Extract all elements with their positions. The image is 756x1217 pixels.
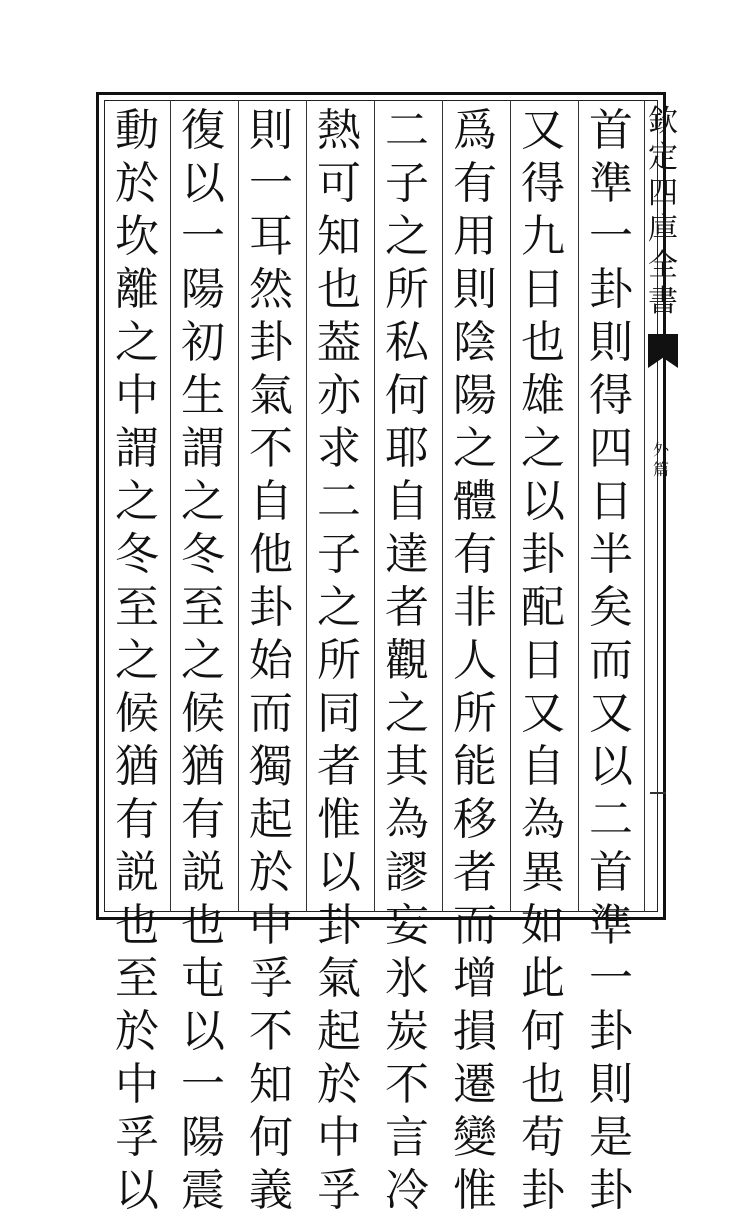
column-rule: [442, 100, 443, 912]
text-char: 不: [249, 423, 293, 474]
section-char: 篇: [652, 460, 669, 479]
text-char: 孚: [249, 953, 293, 1004]
text-char: 損: [453, 1006, 497, 1057]
text-char: 得: [521, 158, 565, 209]
text-char: 一: [249, 158, 293, 209]
text-char: 此: [521, 953, 565, 1004]
text-char: 中: [115, 370, 159, 421]
text-char: 説: [181, 847, 225, 898]
book-title-char: 庫: [648, 212, 678, 247]
text-char: 陽: [181, 1112, 225, 1163]
text-char: 於: [115, 158, 159, 209]
text-char: 而: [453, 900, 497, 951]
text-char: 以: [521, 476, 565, 527]
text-char: 也: [115, 900, 159, 951]
text-char: 卦: [589, 264, 633, 315]
text-char: 準: [589, 158, 633, 209]
text-char: 增: [453, 953, 497, 1004]
text-char: 知: [317, 211, 361, 262]
text-char: 他: [249, 529, 293, 580]
text-char: 離: [115, 264, 159, 315]
text-char: 半: [589, 529, 633, 580]
text-char: 卦: [249, 317, 293, 368]
text-char: 惟: [317, 794, 361, 845]
text-char: 有: [115, 794, 159, 845]
text-column-8: [106, 104, 168, 1216]
text-char: 孚: [115, 1112, 159, 1163]
text-char: 遷: [453, 1059, 497, 1110]
column-rule: [306, 100, 307, 912]
text-char: 者: [385, 582, 429, 633]
text-char: 以: [115, 1165, 159, 1216]
text-char: 起: [249, 794, 293, 845]
text-char: 卦: [521, 529, 565, 580]
text-char: 如: [521, 900, 565, 951]
text-char: 卦: [521, 1165, 565, 1216]
text-char: 變: [453, 1112, 497, 1163]
text-char: 而: [589, 635, 633, 686]
text-char: 義: [249, 1165, 293, 1216]
text-char: 耳: [249, 211, 293, 262]
text-char: 復: [181, 105, 225, 156]
text-char: 震: [181, 1165, 225, 1216]
text-char: 以: [589, 741, 633, 792]
text-char: 爲: [453, 105, 497, 156]
text-char: 而: [249, 688, 293, 739]
column-rule: [578, 100, 579, 912]
text-char: 謂: [181, 423, 225, 474]
text-column-1: [580, 104, 642, 1216]
text-char: 可: [317, 158, 361, 209]
text-column-4: [376, 104, 438, 1216]
text-char: 熱: [317, 105, 361, 156]
text-char: 不: [249, 1006, 293, 1057]
text-char: 又: [521, 105, 565, 156]
text-char: 用: [453, 211, 497, 262]
text-char: 之: [521, 423, 565, 474]
book-title-char: 定: [648, 140, 678, 175]
text-char: 又: [521, 688, 565, 739]
text-char: 亦: [317, 370, 361, 421]
text-char: 所: [453, 688, 497, 739]
text-char: 以: [181, 1006, 225, 1057]
text-char: 異: [521, 847, 565, 898]
text-char: 準: [589, 900, 633, 951]
text-char: 子: [385, 158, 429, 209]
book-title-char: 全: [648, 248, 678, 283]
text-char: 始: [249, 635, 293, 686]
text-char: 動: [115, 105, 159, 156]
section-char: 外: [652, 440, 669, 459]
text-char: 體: [453, 476, 497, 527]
text-char: 也: [521, 317, 565, 368]
text-char: 卦: [589, 1006, 633, 1057]
text-char: 也: [317, 264, 361, 315]
text-char: 所: [385, 264, 429, 315]
text-char: 得: [589, 370, 633, 421]
text-char: 以: [181, 158, 225, 209]
text-char: 一: [589, 953, 633, 1004]
text-char: 氷: [385, 953, 429, 1004]
text-char: 日: [521, 635, 565, 686]
text-char: 候: [181, 688, 225, 739]
text-char: 則: [589, 1059, 633, 1110]
text-char: 卦: [589, 1165, 633, 1216]
text-char: 言: [385, 1112, 429, 1163]
text-char: 陽: [453, 370, 497, 421]
text-char: 又: [589, 688, 633, 739]
text-char: 知: [249, 1059, 293, 1110]
text-char: 坎: [115, 211, 159, 262]
section-label: [648, 440, 674, 480]
text-char: 至: [115, 582, 159, 633]
text-char: 者: [453, 847, 497, 898]
text-char: 冬: [181, 529, 225, 580]
text-char: 猶: [115, 741, 159, 792]
text-column-2: [512, 104, 574, 1216]
text-char: 一: [181, 1059, 225, 1110]
text-char: 之: [181, 635, 225, 686]
text-char: 冷: [385, 1165, 429, 1216]
column-rule: [170, 100, 171, 912]
text-char: 二: [589, 794, 633, 845]
text-char: 人: [453, 635, 497, 686]
text-char: 猶: [181, 741, 225, 792]
text-char: 為: [385, 794, 429, 845]
text-char: 自: [521, 741, 565, 792]
text-char: 所: [317, 635, 361, 686]
text-column-7: [172, 104, 234, 1216]
text-char: 首: [589, 847, 633, 898]
text-char: 則: [589, 317, 633, 368]
text-char: 苟: [521, 1112, 565, 1163]
text-char: 私: [385, 317, 429, 368]
text-column-5: [308, 104, 370, 1216]
text-char: 之: [453, 423, 497, 474]
text-char: 雄: [521, 370, 565, 421]
text-char: 氣: [317, 953, 361, 1004]
text-char: 於: [249, 847, 293, 898]
text-char: 卦: [317, 900, 361, 951]
text-char: 有: [453, 158, 497, 209]
text-char: 卦: [249, 582, 293, 633]
text-char: 子: [317, 529, 361, 580]
column-rule: [644, 100, 645, 912]
text-char: 以: [317, 847, 361, 898]
text-char: 者: [317, 741, 361, 792]
text-char: 屯: [181, 953, 225, 1004]
text-char: 之: [115, 317, 159, 368]
text-char: 之: [385, 211, 429, 262]
text-char: 何: [385, 370, 429, 421]
text-char: 首: [589, 105, 633, 156]
text-char: 中: [115, 1059, 159, 1110]
text-char: 至: [181, 582, 225, 633]
book-title-char: 欽: [648, 104, 678, 139]
book-title-char: 四: [648, 176, 678, 211]
text-char: 其: [385, 741, 429, 792]
text-char: 耶: [385, 423, 429, 474]
text-char: 之: [181, 476, 225, 527]
text-char: 二: [385, 105, 429, 156]
column-rule: [238, 100, 239, 912]
text-char: 則: [453, 264, 497, 315]
text-char: 能: [453, 741, 497, 792]
text-char: 移: [453, 794, 497, 845]
margin-tick: [650, 792, 666, 794]
text-char: 於: [115, 1006, 159, 1057]
text-char: 陰: [453, 317, 497, 368]
text-char: 獨: [249, 741, 293, 792]
text-char: 也: [521, 1059, 565, 1110]
text-char: 候: [115, 688, 159, 739]
text-char: 達: [385, 529, 429, 580]
text-char: 有: [453, 529, 497, 580]
text-char: 冬: [115, 529, 159, 580]
text-char: 生: [181, 370, 225, 421]
text-char: 日: [589, 476, 633, 527]
text-char: 求: [317, 423, 361, 474]
text-char: 是: [589, 1112, 633, 1163]
text-char: 之: [317, 582, 361, 633]
text-char: 中: [317, 1112, 361, 1163]
text-char: 配: [521, 582, 565, 633]
text-char: 孚: [317, 1165, 361, 1216]
text-char: 自: [385, 476, 429, 527]
text-char: 則: [249, 105, 293, 156]
text-char: 妄: [385, 900, 429, 951]
text-char: 一: [589, 211, 633, 262]
text-char: 九: [521, 211, 565, 262]
text-char: 炭: [385, 1006, 429, 1057]
text-char: 為: [521, 794, 565, 845]
text-char: 同: [317, 688, 361, 739]
text-column-3: [444, 104, 506, 1216]
text-char: 自: [249, 476, 293, 527]
text-char: 何: [249, 1112, 293, 1163]
text-char: 於: [317, 1059, 361, 1110]
text-char: 中: [249, 900, 293, 951]
text-char: 初: [181, 317, 225, 368]
column-rule: [510, 100, 511, 912]
text-char: 氣: [249, 370, 293, 421]
text-char: 之: [385, 688, 429, 739]
text-char: 也: [181, 900, 225, 951]
text-char: 起: [317, 1006, 361, 1057]
text-char: 謂: [115, 423, 159, 474]
text-char: 之: [115, 476, 159, 527]
text-char: 然: [249, 264, 293, 315]
text-char: 謬: [385, 847, 429, 898]
text-char: 日: [521, 264, 565, 315]
text-char: 四: [589, 423, 633, 474]
column-rule: [374, 100, 375, 912]
text-char: 之: [115, 635, 159, 686]
text-char: 陽: [181, 264, 225, 315]
text-char: 至: [115, 953, 159, 1004]
text-char: 有: [181, 794, 225, 845]
text-char: 不: [385, 1059, 429, 1110]
text-char: 矣: [589, 582, 633, 633]
text-char: 一: [181, 211, 225, 262]
text-char: 觀: [385, 635, 429, 686]
text-char: 惟: [453, 1165, 497, 1216]
text-char: 非: [453, 582, 497, 633]
text-char: 説: [115, 847, 159, 898]
text-char: 葢: [317, 317, 361, 368]
book-title-char: 書: [648, 284, 678, 319]
text-column-6: [240, 104, 302, 1216]
book-title: [646, 104, 680, 320]
text-char: 何: [521, 1006, 565, 1057]
text-char: 二: [317, 476, 361, 527]
